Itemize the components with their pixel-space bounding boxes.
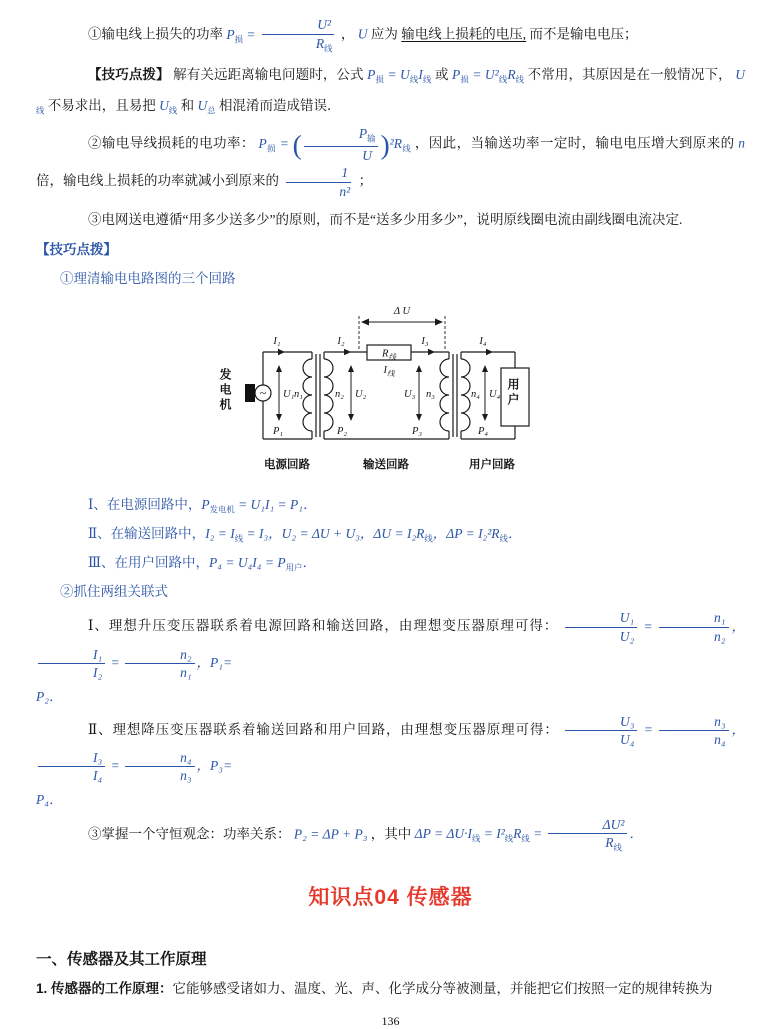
text-run: ，其中 bbox=[370, 826, 412, 842]
coil-n4 bbox=[461, 359, 470, 431]
text-run: Ⅱ、在输送回路中， bbox=[88, 526, 206, 542]
delta-u-arrowhead-right bbox=[435, 319, 443, 326]
u1-arrowhead-top bbox=[276, 365, 282, 372]
text-run: ①输电线上损失的功率 bbox=[88, 26, 223, 42]
coil-n1 bbox=[303, 359, 312, 431]
label-u4: U₄ bbox=[489, 389, 501, 401]
text-run: 相混淆而造成错误． bbox=[219, 98, 341, 114]
text-run: ， bbox=[340, 26, 355, 42]
label-u3: U₃ bbox=[404, 389, 416, 401]
formula-delta-p: $\Delta P = \Delta U\cdot I_线 = I^2_线R_线$ = $\frac{\text{ΔU²}}{R_线}$ ． bbox=[414, 816, 643, 853]
text-run: 不常用，其原因是在一般情况下， bbox=[527, 67, 732, 83]
generator-vertical-label: 发电机 bbox=[218, 368, 232, 414]
formula-user-loop: $P_4 = U_4I_4 = P_{用户}$． bbox=[209, 555, 316, 573]
current-arrow-i3 bbox=[428, 349, 435, 355]
page-number: 136 bbox=[381, 1013, 400, 1028]
label-i4: I₄ bbox=[479, 336, 487, 348]
formula-step-up-ratios: $\frac{\text{U₁}}{\text{U₂}}$ = $\frac{\text{n₁}}{\text{n₂}}$ ， $\frac{\text{I₁}}{\text{I₂}}$ = $\frac{\text{n₂}}{\text{n₁}}$ ，P₁= bbox=[36, 619, 745, 670]
u3-arrowhead-bottom bbox=[416, 414, 422, 421]
text-run: 倍，输电线上损耗的功率就减小到原来的 bbox=[36, 173, 279, 189]
label-p1: P₁ bbox=[273, 426, 284, 438]
coil-n3 bbox=[440, 359, 449, 431]
current-arrow-i2 bbox=[344, 349, 351, 355]
diagram-math-labels bbox=[260, 306, 501, 437]
sensor-principle-label: 1. 传感器的工作原理： bbox=[36, 980, 173, 996]
label-n1: n₁ bbox=[294, 389, 303, 401]
text-run: ②输电导线损耗的电功率： bbox=[88, 135, 255, 151]
label-n3: n₃ bbox=[426, 389, 435, 401]
line-current-label-sub: 线 bbox=[387, 369, 395, 379]
relation-step-down-para bbox=[36, 713, 745, 785]
text-run: 和 bbox=[180, 98, 195, 114]
label-p2: P₂ bbox=[337, 426, 348, 438]
label-u2: U₂ bbox=[355, 389, 367, 401]
formula-line-loss-power: $P_损$ = $\frac{\text{U²}}{R_线}$ bbox=[226, 17, 333, 54]
text-run: Ⅱ、理想降压变压器联系着输送回路和用户回路，由理想变压器原理可得： bbox=[88, 721, 559, 737]
label-p4: P₄ bbox=[478, 426, 489, 438]
text-run: 解有关远距离输电问题时，公式 bbox=[173, 67, 364, 83]
formula-p-loss-ui: $P_损 = U_线I_线$ bbox=[367, 67, 432, 85]
label-i3: I₃ bbox=[421, 336, 429, 348]
label-n4: n₄ bbox=[471, 389, 480, 401]
current-arrow-i4 bbox=[486, 349, 493, 355]
transmission-circuit-diagram bbox=[215, 302, 545, 488]
underlined-emphasis: 输电线上损耗的电压, bbox=[401, 26, 527, 42]
label-i1: I₁ bbox=[273, 336, 281, 348]
label-user-circuit: 用户回路 bbox=[469, 459, 515, 472]
formula-source-loop: $P_{发电机} = U_1I_1 = P_1$． bbox=[201, 497, 317, 515]
resistor-label-sub: 线 bbox=[388, 352, 396, 362]
formula-transmission-loop: $I_2 = I_线 = I_3$，U₂ = ΔU + U₃，$\Delta U = I_2R_线$，$\Delta P = I_2^2R_线$． bbox=[205, 526, 522, 544]
fraction-one-over-n-squared: $\frac{1}{\text{n²}}$ bbox=[282, 173, 355, 188]
text-run: ，因此，当输送功率一定时，输电电压增大到原来的 bbox=[414, 135, 735, 151]
formula-step-down-ratios: $\frac{\text{U₃}}{\text{U₄}}$ = $\frac{\text{n₃}}{\text{n₄}}$ ， $\frac{\text{I₃}}{\text{I₄}}$ = $\frac{\text{n₄}}{\text{n₃}}$ ，P₃= bbox=[36, 722, 745, 773]
para-4-grid-principle bbox=[36, 204, 745, 235]
conservation-para bbox=[36, 816, 745, 855]
generator-body-icon bbox=[245, 384, 255, 402]
u3-arrowhead-top bbox=[416, 365, 422, 372]
text-run: 应为 bbox=[370, 26, 398, 42]
label-i-line bbox=[383, 365, 397, 378]
variable-u-line: $U_线$ bbox=[36, 67, 745, 116]
formula-p-loss-u2r: $P_损 = U^2_线R_线$ bbox=[452, 67, 525, 85]
u2-arrowhead-bottom bbox=[348, 414, 354, 421]
tips-item-three-loops: ①理清输电电路图的三个回路 bbox=[60, 270, 236, 286]
label-source-circuit: 电源回路 bbox=[264, 459, 310, 472]
loop-rule-transmission bbox=[36, 521, 745, 548]
text-run: Ⅰ、在电源回路中， bbox=[88, 497, 202, 513]
ac-tilde-symbol: ~ bbox=[259, 386, 267, 401]
section-heading-sensors: 一、传感器及其工作原理 bbox=[36, 950, 207, 968]
text-run: 不易求出，且易把 bbox=[47, 98, 156, 114]
relation-step-down-continuation: P₄． bbox=[36, 791, 63, 807]
u4-arrowhead-bottom bbox=[482, 414, 488, 421]
line-current-label-base: I bbox=[383, 365, 387, 377]
text-run: 它能够感受诸如力、温度、光、声、化学成分等被测量，并能把它们按照一定的规律转换为 bbox=[172, 980, 713, 996]
knowledge-point-heading: 知识点04 传感器 bbox=[308, 885, 473, 909]
label-transmission-circuit: 输送回路 bbox=[363, 459, 409, 472]
text-run: ③掌握一个守恒观念：功率关系： bbox=[88, 826, 291, 842]
u2-arrowhead-top bbox=[348, 365, 354, 372]
label-delta-u: Δ U bbox=[393, 306, 411, 318]
sensor-principle-paragraph bbox=[36, 973, 745, 1004]
text-run: ； bbox=[358, 173, 373, 189]
loop-rule-source bbox=[36, 492, 745, 519]
text-run: Ⅲ、在用户回路中， bbox=[88, 555, 210, 571]
label-p3: P₃ bbox=[412, 426, 423, 438]
transformer-core-2 bbox=[453, 354, 457, 437]
variable-u-total: $U_总$ bbox=[197, 98, 216, 116]
relation-step-up-para bbox=[36, 609, 745, 681]
formula-line-loss-squared: $P_损$ = ( $\frac{P_输}{U}$ )$^2R_线$ bbox=[258, 126, 412, 163]
tips-inline-label: 【技巧点拨】 bbox=[88, 67, 170, 83]
label-u1: U₁ bbox=[283, 389, 295, 401]
coil-n2 bbox=[324, 359, 333, 431]
circuit-section-labels bbox=[264, 457, 515, 471]
u1-arrowhead-bottom bbox=[276, 414, 282, 421]
current-arrow-i1 bbox=[278, 349, 285, 355]
variable-u: U bbox=[357, 26, 368, 42]
transformer-core-1 bbox=[316, 354, 320, 437]
text-run: ③电网送电遵循“用多少送多少”的原则，而不是“送多少用多少”，说明原线圈电流由副线圈电流决定. bbox=[88, 212, 683, 228]
tips-heading-label: 【技巧点拨】 bbox=[36, 242, 117, 258]
label-i2: I₂ bbox=[337, 336, 345, 348]
resistor-label-base: R bbox=[382, 348, 389, 360]
text-run: Ⅰ、理想升压变压器联系着电源回路和输送回路，由理想变压器原理可得： bbox=[88, 618, 559, 634]
para-1-line-loss bbox=[36, 16, 745, 55]
variable-u-line: $U_线$ bbox=[159, 98, 178, 116]
loop-rule-user bbox=[36, 550, 745, 577]
text-run: 或 bbox=[434, 67, 449, 83]
circuit-svg bbox=[215, 302, 545, 488]
label-n2: n₂ bbox=[335, 389, 344, 401]
formula-power-relation: P₂ = ΔP + P₃ bbox=[293, 826, 368, 842]
user-vertical-label: 用户 bbox=[506, 378, 520, 409]
relation-step-up-continuation: P₂． bbox=[36, 688, 63, 704]
text-run: 而不是输电电压； bbox=[529, 26, 638, 42]
para-3-line-loss-formula bbox=[36, 125, 745, 200]
delta-u-arrowhead-left bbox=[361, 319, 369, 326]
para-2-tips-remote-transmission bbox=[36, 59, 745, 121]
variable-n: n bbox=[738, 135, 746, 151]
tips-item-two-relations: ②抓住两组关联式 bbox=[60, 584, 168, 600]
u4-arrowhead-top bbox=[482, 365, 488, 372]
